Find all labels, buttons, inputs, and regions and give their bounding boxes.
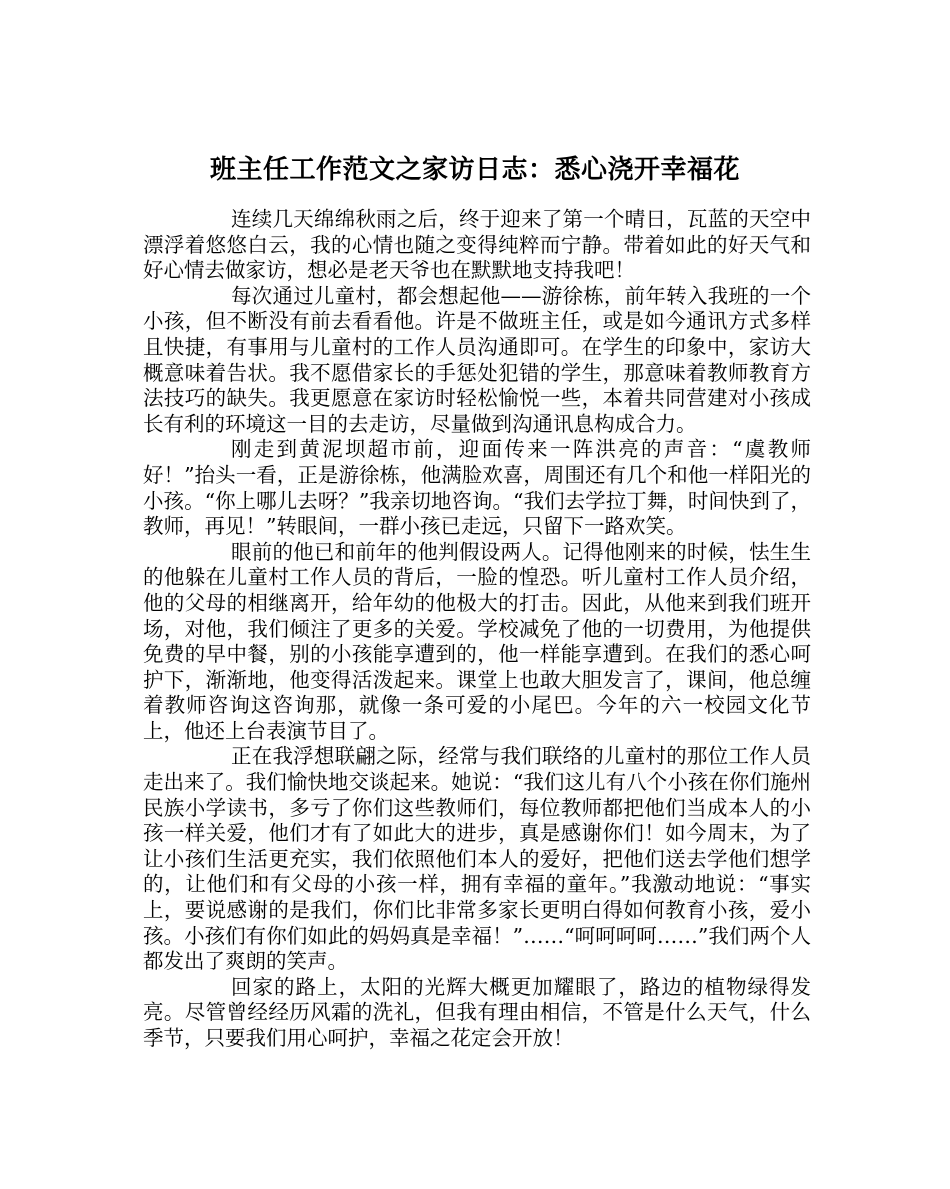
document-title: 班主任工作范文之家访日志：悉心浇开幸福花 [209, 155, 740, 186]
paragraph-5: 正在我浮想联翩之际，经常与我们联络的儿童村的那位工作人员走出来了。我们愉快地交谈起来。她说：“我们这儿有八个小孩在你们施州民族小学读书，多亏了你们这些教师们，每位教师都把他们当成本人的小孩一样关爱，他们才有了如此大的进步，真是感谢你们！如今周末，为了让小孩们生活更充实，我们依照他们本人的爱好，把他们送去学他们想学的，让他们和有父母的小孩一样，拥有幸福的童年。”我激动地说：“事实上，要说感谢的是我们，你们比非常多家长更明白得如何教育小孩，爱小孩。小孩们有你们如此的妈妈真是幸福！”……“呵呵呵呵……”我们两个人都发出了爽朗的笑声。 [143, 744, 811, 974]
paragraph-3: 刚走到黄泥坝超市前，迎面传来一阵洪亮的声音：“虞教师好！”抬头一看，正是游徐栋，他满脸欢喜，周围还有几个和他一样阳光的小孩。“你上哪儿去呀？”我亲切地咨询。“我们去学拉丁舞，时间快到了，教师，再见！”转眼间，一群小孩已走远，只留下一路欢笑。 [143, 437, 811, 539]
paragraph-2: 每次通过儿童村，都会想起他——游徐栋，前年转入我班的一个小孩，但不断没有前去看看他。许是不做班主任，或是如今通讯方式多样且快捷，有事用与儿童村的工作人员沟通即可。在学生的印象中，家访大概意味着告状。我不愿借家长的手惩处犯错的学生，那意味着教师教育方法技巧的缺失。我更愿意在家访时轻松愉悦一些，本着共同营建对小孩成长有利的环境这一目的去走访，尽量做到沟通讯息构成合力。 [143, 283, 811, 436]
paragraph-4: 眼前的他已和前年的他判假设两人。记得他刚来的时候，怯生生的他躲在儿童村工作人员的背后，一脸的惶恐。听儿童村工作人员介绍，他的父母的相继离开，给年幼的他极大的打击。因此，从他来到我们班开场，对他，我们倾注了更多的关爱。学校减免了他的一切费用，为他提供免费的早中餐，别的小孩能享遭到的，他一样能享遭到。在我们的悉心呵护下，渐渐地，他变得活泼起来。课堂上也敢大胆发言了，课间，他总缠着教师咨询这咨询那，就像一条可爱的小尾巴。今年的六一校园文化节上，他还上台表演节目了。 [143, 539, 811, 743]
paragraph-6: 回家的路上，太阳的光辉大概更加耀眼了，路边的植物绿得发亮。尽管曾经经历风霜的洗礼，但我有理由相信，不管是什么天气，什么季节，只要我们用心呵护，幸福之花定会开放！ [143, 974, 811, 1050]
paragraph-1: 连续几天绵绵秋雨之后，终于迎来了第一个晴日，瓦蓝的天空中漂浮着悠悠白云，我的心情也随之变得纯粹而宁静。带着如此的好天气和好心情去做家访，想必是老天爷也在默默地支持我吧！ [143, 207, 811, 283]
document-body [143, 207, 811, 1052]
